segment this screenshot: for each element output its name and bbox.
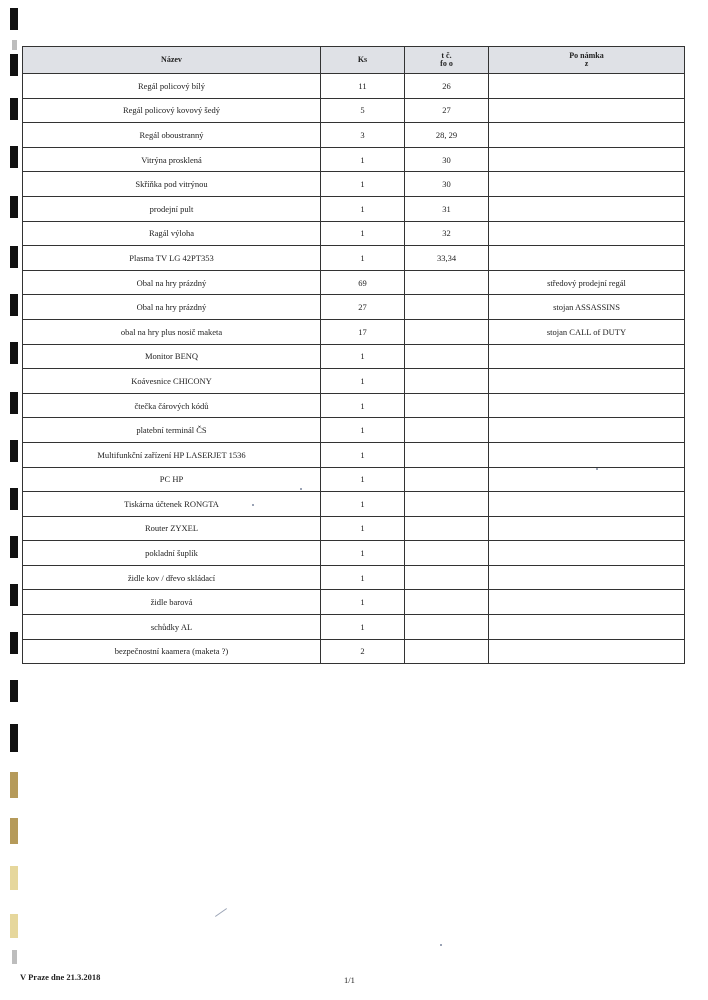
scan-edge-mark xyxy=(10,342,18,364)
cell-name: Obal na hry prázdný xyxy=(23,270,321,295)
cell-note xyxy=(489,541,685,566)
cell-inventory-number xyxy=(405,615,489,640)
table-row xyxy=(23,270,685,295)
cell-note xyxy=(489,615,685,640)
cell-qty: 1 xyxy=(321,442,405,467)
cell-name: platební terminál ČS xyxy=(23,418,321,443)
cell-name: Router ZYXEL xyxy=(23,516,321,541)
table-row xyxy=(23,319,685,344)
table-row xyxy=(23,98,685,123)
scan-edge-mark xyxy=(10,584,18,606)
cell-name: Monitor BENQ xyxy=(23,344,321,369)
table-row xyxy=(23,172,685,197)
cell-qty: 5 xyxy=(321,98,405,123)
cell-qty: 27 xyxy=(321,295,405,320)
header-note xyxy=(489,47,685,74)
table-row xyxy=(23,590,685,615)
scan-edge-mark xyxy=(10,866,18,890)
cell-note xyxy=(489,418,685,443)
table-body xyxy=(23,74,685,664)
cell-qty: 1 xyxy=(321,565,405,590)
header-inventory-number-line2: fo o xyxy=(440,59,453,68)
cell-inventory-number: 33,34 xyxy=(405,246,489,271)
cell-note xyxy=(489,590,685,615)
scan-edge-mark xyxy=(10,632,18,654)
cell-note xyxy=(489,98,685,123)
cell-inventory-number xyxy=(405,418,489,443)
cell-note xyxy=(489,393,685,418)
cell-note xyxy=(489,221,685,246)
cell-qty: 1 xyxy=(321,541,405,566)
scan-speck xyxy=(440,944,442,946)
cell-inventory-number xyxy=(405,393,489,418)
scan-speck xyxy=(252,504,254,506)
table-row xyxy=(23,295,685,320)
header-inventory-number-line1: t č. xyxy=(441,51,452,60)
cell-name: Skříňka pod vitrýnou xyxy=(23,172,321,197)
header-name: Název xyxy=(23,47,321,74)
scan-edge-mark xyxy=(10,8,18,30)
table-row xyxy=(23,147,685,172)
table-row xyxy=(23,418,685,443)
table-header-row xyxy=(23,47,685,74)
cell-note xyxy=(489,442,685,467)
table-row xyxy=(23,344,685,369)
cell-note xyxy=(489,344,685,369)
scan-edge-mark xyxy=(10,392,18,414)
table-row xyxy=(23,221,685,246)
cell-name: Multifunkční zařízení HP LASERJET 1536 xyxy=(23,442,321,467)
scan-edge-mark xyxy=(10,772,18,798)
cell-inventory-number: 30 xyxy=(405,172,489,197)
cell-name: Regál oboustranný xyxy=(23,123,321,148)
cell-inventory-number: 32 xyxy=(405,221,489,246)
table-row xyxy=(23,246,685,271)
cell-qty: 1 xyxy=(321,344,405,369)
cell-note xyxy=(489,516,685,541)
cell-note xyxy=(489,74,685,99)
cell-qty: 1 xyxy=(321,172,405,197)
cell-name: Plasma TV LG 42PT353 xyxy=(23,246,321,271)
cell-name: Regál policový bílý xyxy=(23,74,321,99)
cell-note xyxy=(489,639,685,664)
scan-edge-mark xyxy=(10,724,18,752)
cell-name: Tiskárna účtenek RONGTA xyxy=(23,492,321,517)
scan-edge-mark xyxy=(10,98,18,120)
header-qty: Ks xyxy=(321,47,405,74)
cell-name: prodejní pult xyxy=(23,196,321,221)
cell-name: PC HP xyxy=(23,467,321,492)
table-row xyxy=(23,196,685,221)
cell-name: Koávesnice CHICONY xyxy=(23,369,321,394)
header-note-line1: Po námka xyxy=(569,51,604,60)
cell-inventory-number xyxy=(405,467,489,492)
cell-qty: 1 xyxy=(321,590,405,615)
cell-name: Regál policový kovový šedý xyxy=(23,98,321,123)
cell-name: bezpečnostní kaamera (maketa ?) xyxy=(23,639,321,664)
table-row xyxy=(23,442,685,467)
cell-inventory-number xyxy=(405,565,489,590)
cell-name: schůdky AL xyxy=(23,615,321,640)
cell-qty: 2 xyxy=(321,639,405,664)
cell-inventory-number xyxy=(405,344,489,369)
cell-qty: 1 xyxy=(321,147,405,172)
scan-edge-mark xyxy=(10,196,18,218)
cell-inventory-number: 31 xyxy=(405,196,489,221)
cell-note xyxy=(489,147,685,172)
scan-edge-mark xyxy=(10,536,18,558)
scan-speck xyxy=(215,908,227,917)
scan-edge-mark xyxy=(10,146,18,168)
cell-note xyxy=(489,369,685,394)
cell-qty: 11 xyxy=(321,74,405,99)
cell-qty: 1 xyxy=(321,196,405,221)
table-row xyxy=(23,74,685,99)
scan-edge-mark xyxy=(10,680,18,702)
cell-note xyxy=(489,246,685,271)
table-row xyxy=(23,615,685,640)
cell-note xyxy=(489,492,685,517)
scan-edge-mark xyxy=(12,950,17,964)
cell-inventory-number xyxy=(405,541,489,566)
footer-page-number: 1/1 xyxy=(344,975,355,985)
cell-inventory-number xyxy=(405,319,489,344)
cell-qty: 1 xyxy=(321,369,405,394)
table-row xyxy=(23,541,685,566)
cell-inventory-number: 28, 29 xyxy=(405,123,489,148)
scan-edge-mark xyxy=(12,40,17,50)
cell-qty: 1 xyxy=(321,516,405,541)
scan-edge-strip xyxy=(0,0,18,1000)
cell-qty: 1 xyxy=(321,467,405,492)
cell-name: Obal na hry prázdný xyxy=(23,295,321,320)
scan-speck xyxy=(300,488,302,490)
cell-inventory-number xyxy=(405,295,489,320)
cell-inventory-number xyxy=(405,639,489,664)
inventory-table xyxy=(22,46,685,664)
header-inventory-number xyxy=(405,47,489,74)
cell-name: Ragál výloha xyxy=(23,221,321,246)
cell-inventory-number xyxy=(405,516,489,541)
cell-qty: 1 xyxy=(321,615,405,640)
table-row xyxy=(23,123,685,148)
scan-edge-mark xyxy=(10,818,18,844)
scan-edge-mark xyxy=(10,488,18,510)
scan-speck xyxy=(596,468,598,470)
cell-name: pokladní šuplík xyxy=(23,541,321,566)
cell-note xyxy=(489,123,685,148)
cell-qty: 1 xyxy=(321,221,405,246)
scan-edge-mark xyxy=(10,246,18,268)
cell-qty: 3 xyxy=(321,123,405,148)
cell-qty: 69 xyxy=(321,270,405,295)
cell-name: židle barová xyxy=(23,590,321,615)
cell-qty: 1 xyxy=(321,492,405,517)
cell-name: čtečka čárových kódů xyxy=(23,393,321,418)
cell-note xyxy=(489,565,685,590)
table-row xyxy=(23,393,685,418)
table-row xyxy=(23,516,685,541)
scan-edge-mark xyxy=(10,440,18,462)
cell-qty: 17 xyxy=(321,319,405,344)
cell-inventory-number xyxy=(405,442,489,467)
cell-note xyxy=(489,467,685,492)
cell-inventory-number: 27 xyxy=(405,98,489,123)
cell-note xyxy=(489,196,685,221)
cell-name: židle kov / dřevo skládací xyxy=(23,565,321,590)
footer-place-date: V Praze dne 21.3.2018 xyxy=(20,972,101,982)
scan-edge-mark xyxy=(10,294,18,316)
table-row xyxy=(23,639,685,664)
cell-qty: 1 xyxy=(321,246,405,271)
cell-note: středový prodejní regál xyxy=(489,270,685,295)
cell-qty: 1 xyxy=(321,393,405,418)
cell-name: obal na hry plus nosič maketa xyxy=(23,319,321,344)
cell-note: stojan CALL of DUTY xyxy=(489,319,685,344)
table-row xyxy=(23,369,685,394)
table-row xyxy=(23,492,685,517)
cell-note: stojan ASSASSINS xyxy=(489,295,685,320)
cell-inventory-number xyxy=(405,590,489,615)
cell-name: Vitrýna prosklená xyxy=(23,147,321,172)
table-row xyxy=(23,565,685,590)
cell-inventory-number: 26 xyxy=(405,74,489,99)
cell-inventory-number: 30 xyxy=(405,147,489,172)
table-row xyxy=(23,467,685,492)
cell-inventory-number xyxy=(405,492,489,517)
cell-inventory-number xyxy=(405,369,489,394)
cell-note xyxy=(489,172,685,197)
scan-edge-mark xyxy=(10,914,18,938)
cell-inventory-number xyxy=(405,270,489,295)
header-note-line2: z xyxy=(584,59,589,68)
table-header xyxy=(23,47,685,74)
scan-edge-mark xyxy=(10,54,18,76)
cell-qty: 1 xyxy=(321,418,405,443)
